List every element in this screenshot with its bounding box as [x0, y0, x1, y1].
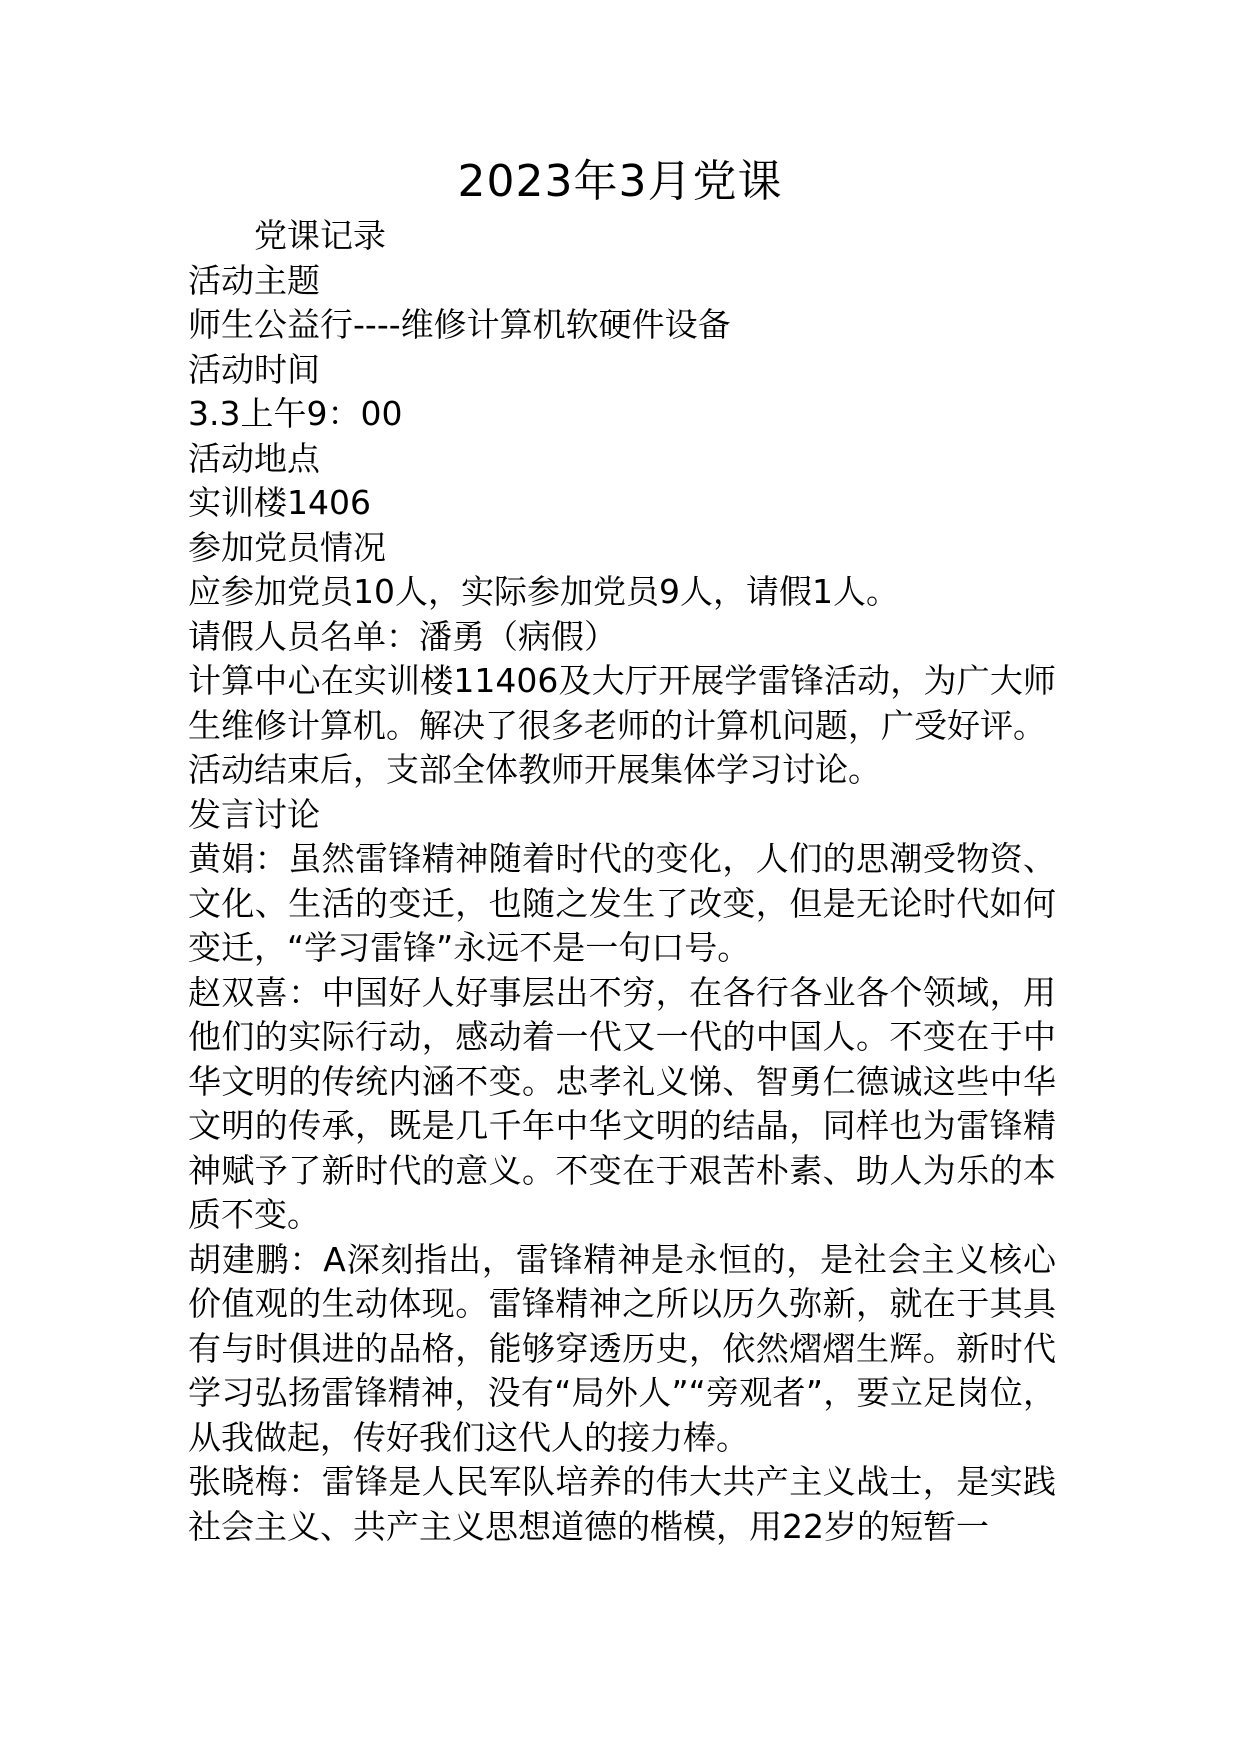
leave-list-text: 请假人员名单：潘勇（病假） — [188, 616, 617, 656]
document-title: 2023年3月党课 — [457, 156, 783, 207]
heading-discussion: 发言讨论 — [188, 794, 320, 834]
activity-theme-text: 师生公益行----维修计算机软硬件设备 — [188, 305, 731, 344]
speech-paragraph: 赵双喜：中国好人好事层出不穷，在各行各业各个领域，用他们的实际行动，感动着一代又一代的中国人。不变在于中华文明的传统内涵不变。忠孝礼义悌、智勇仁德诚这些中华文明的传承，既是几千年中华文明的结晶，同样也为雷锋精神赋予了新时代的意义。不变在于艰苦朴素、助人为乐的本质不变。 — [188, 972, 1056, 1234]
activity-summary-paragraph: 计算中心在实训楼11406及大厅开展学雷锋活动，为广大师生维修计算机。解决了很多老师的计算机问题，广受好评。 — [188, 661, 1056, 745]
document-body — [188, 214, 1056, 1549]
heading-activity-time: 活动时间 — [188, 349, 320, 389]
attendance-text: 应参加党员10人，实际参加党员9人，请假1人。 — [188, 572, 899, 611]
speech-paragraph: 张晓梅：雷锋是人民军队培养的伟大共产主义战士，是实践社会主义、共产主义思想道德的楷模，用22岁的短暂一 — [188, 1462, 1056, 1546]
post-activity-paragraph: 活动结束后，支部全体教师开展集体学习讨论。 — [188, 750, 881, 789]
heading-activity-location: 活动地点 — [188, 438, 320, 478]
heading-activity-theme: 活动主题 — [188, 260, 320, 300]
heading-attendance: 参加党员情况 — [188, 527, 386, 567]
activity-location-text: 实训楼1406 — [188, 483, 371, 522]
activity-time-text: 3.3上午9：00 — [188, 394, 403, 433]
speech-paragraph: 黄娟：虽然雷锋精神随着时代的变化，人们的思潮受物资、文化、生活的变迁，也随之发生了改变，但是无论时代如何变迁，“学习雷锋”永远不是一句口号。 — [188, 839, 1056, 967]
speech-paragraph: 胡建鹏：A深刻指出，雷锋精神是永恒的，是社会主义核心价值观的生动体现。雷锋精神之所以历久弥新，就在于其具有与时俱进的品格，能够穿透历史，依然熠熠生辉。新时代学习弘扬雷锋精神，没有“局外人”“旁观者”，要立足岗位，从我做起，传好我们这代人的接力棒。 — [188, 1239, 1056, 1457]
section-label-lesson-record: 党课记录 — [254, 216, 386, 255]
